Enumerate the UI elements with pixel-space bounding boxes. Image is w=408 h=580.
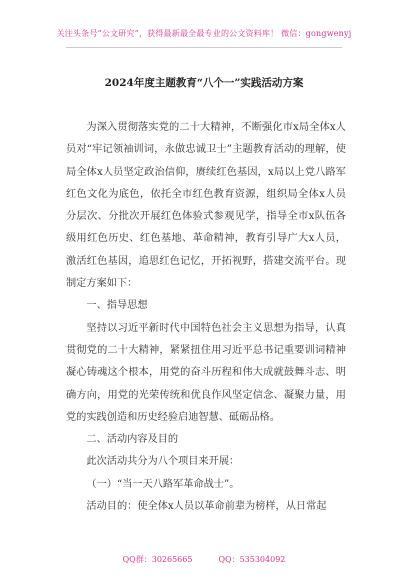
paragraph-activity-overview: 此次活动共分为八个项目来开展：: [86, 456, 240, 468]
footer-contact: [0, 554, 408, 565]
subsection-heading-1: （一）“当一天八路军革命战士”。: [86, 478, 240, 490]
paragraph-intro: 为深入贯彻落实党的二十大精神，不断强化市x局全体x人员对“牢记领袖训词，永做忠诚卫士”主题教育活动的理解，使局全体x人员坚定政治信仰，赓续红色基因，x局以上党八路军红色文化为底色，依托全市红色教育资源，组织局全体x人员分层次、分批次开展红色体验式参观见学，指导全市x队伍各级用红色历史、红色基地、革命精神，教育引导广大x人员，激活红色基因，追思红色记忆，开拓视野，搭建交流平台。现制定方案如下：: [66, 122, 346, 290]
section-heading-activity-content: 二、活动内容及目的: [86, 434, 179, 446]
paragraph-activity-purpose: 活动目的：使全体x人员以革命前辈为榜样，从日常起: [86, 501, 327, 513]
section-heading-guiding-ideology: 一、指导思想: [86, 300, 148, 312]
paragraph-guiding-ideology: 坚持以习近平新时代中国特色社会主义思想为指导，认真贯彻党的二十大精神，紧紧扭住用习近平总书记重要训词精神凝心铸魂这个根本，用党的奋斗历程和伟大成就鼓舞斗志、明确方向，用党的光荣传统和优良作风坚定信念、凝聚力量，用党的实践创造和历史经验启迪智慧、砥砺品格。: [66, 322, 346, 423]
header-divider: [66, 47, 342, 48]
footer-qq-group: QQ群：30265665: [122, 555, 193, 564]
document-body: [66, 117, 346, 518]
document-title: 2024年度主题教育“八个一”实践活动方案: [104, 77, 304, 89]
footer-qq-number: QQ：535304092: [218, 555, 286, 564]
header-banner: 关注头条号“公文研究”，获得最新最全最专业的公文资料库！ 微信：gongwenyj: [56, 29, 352, 38]
